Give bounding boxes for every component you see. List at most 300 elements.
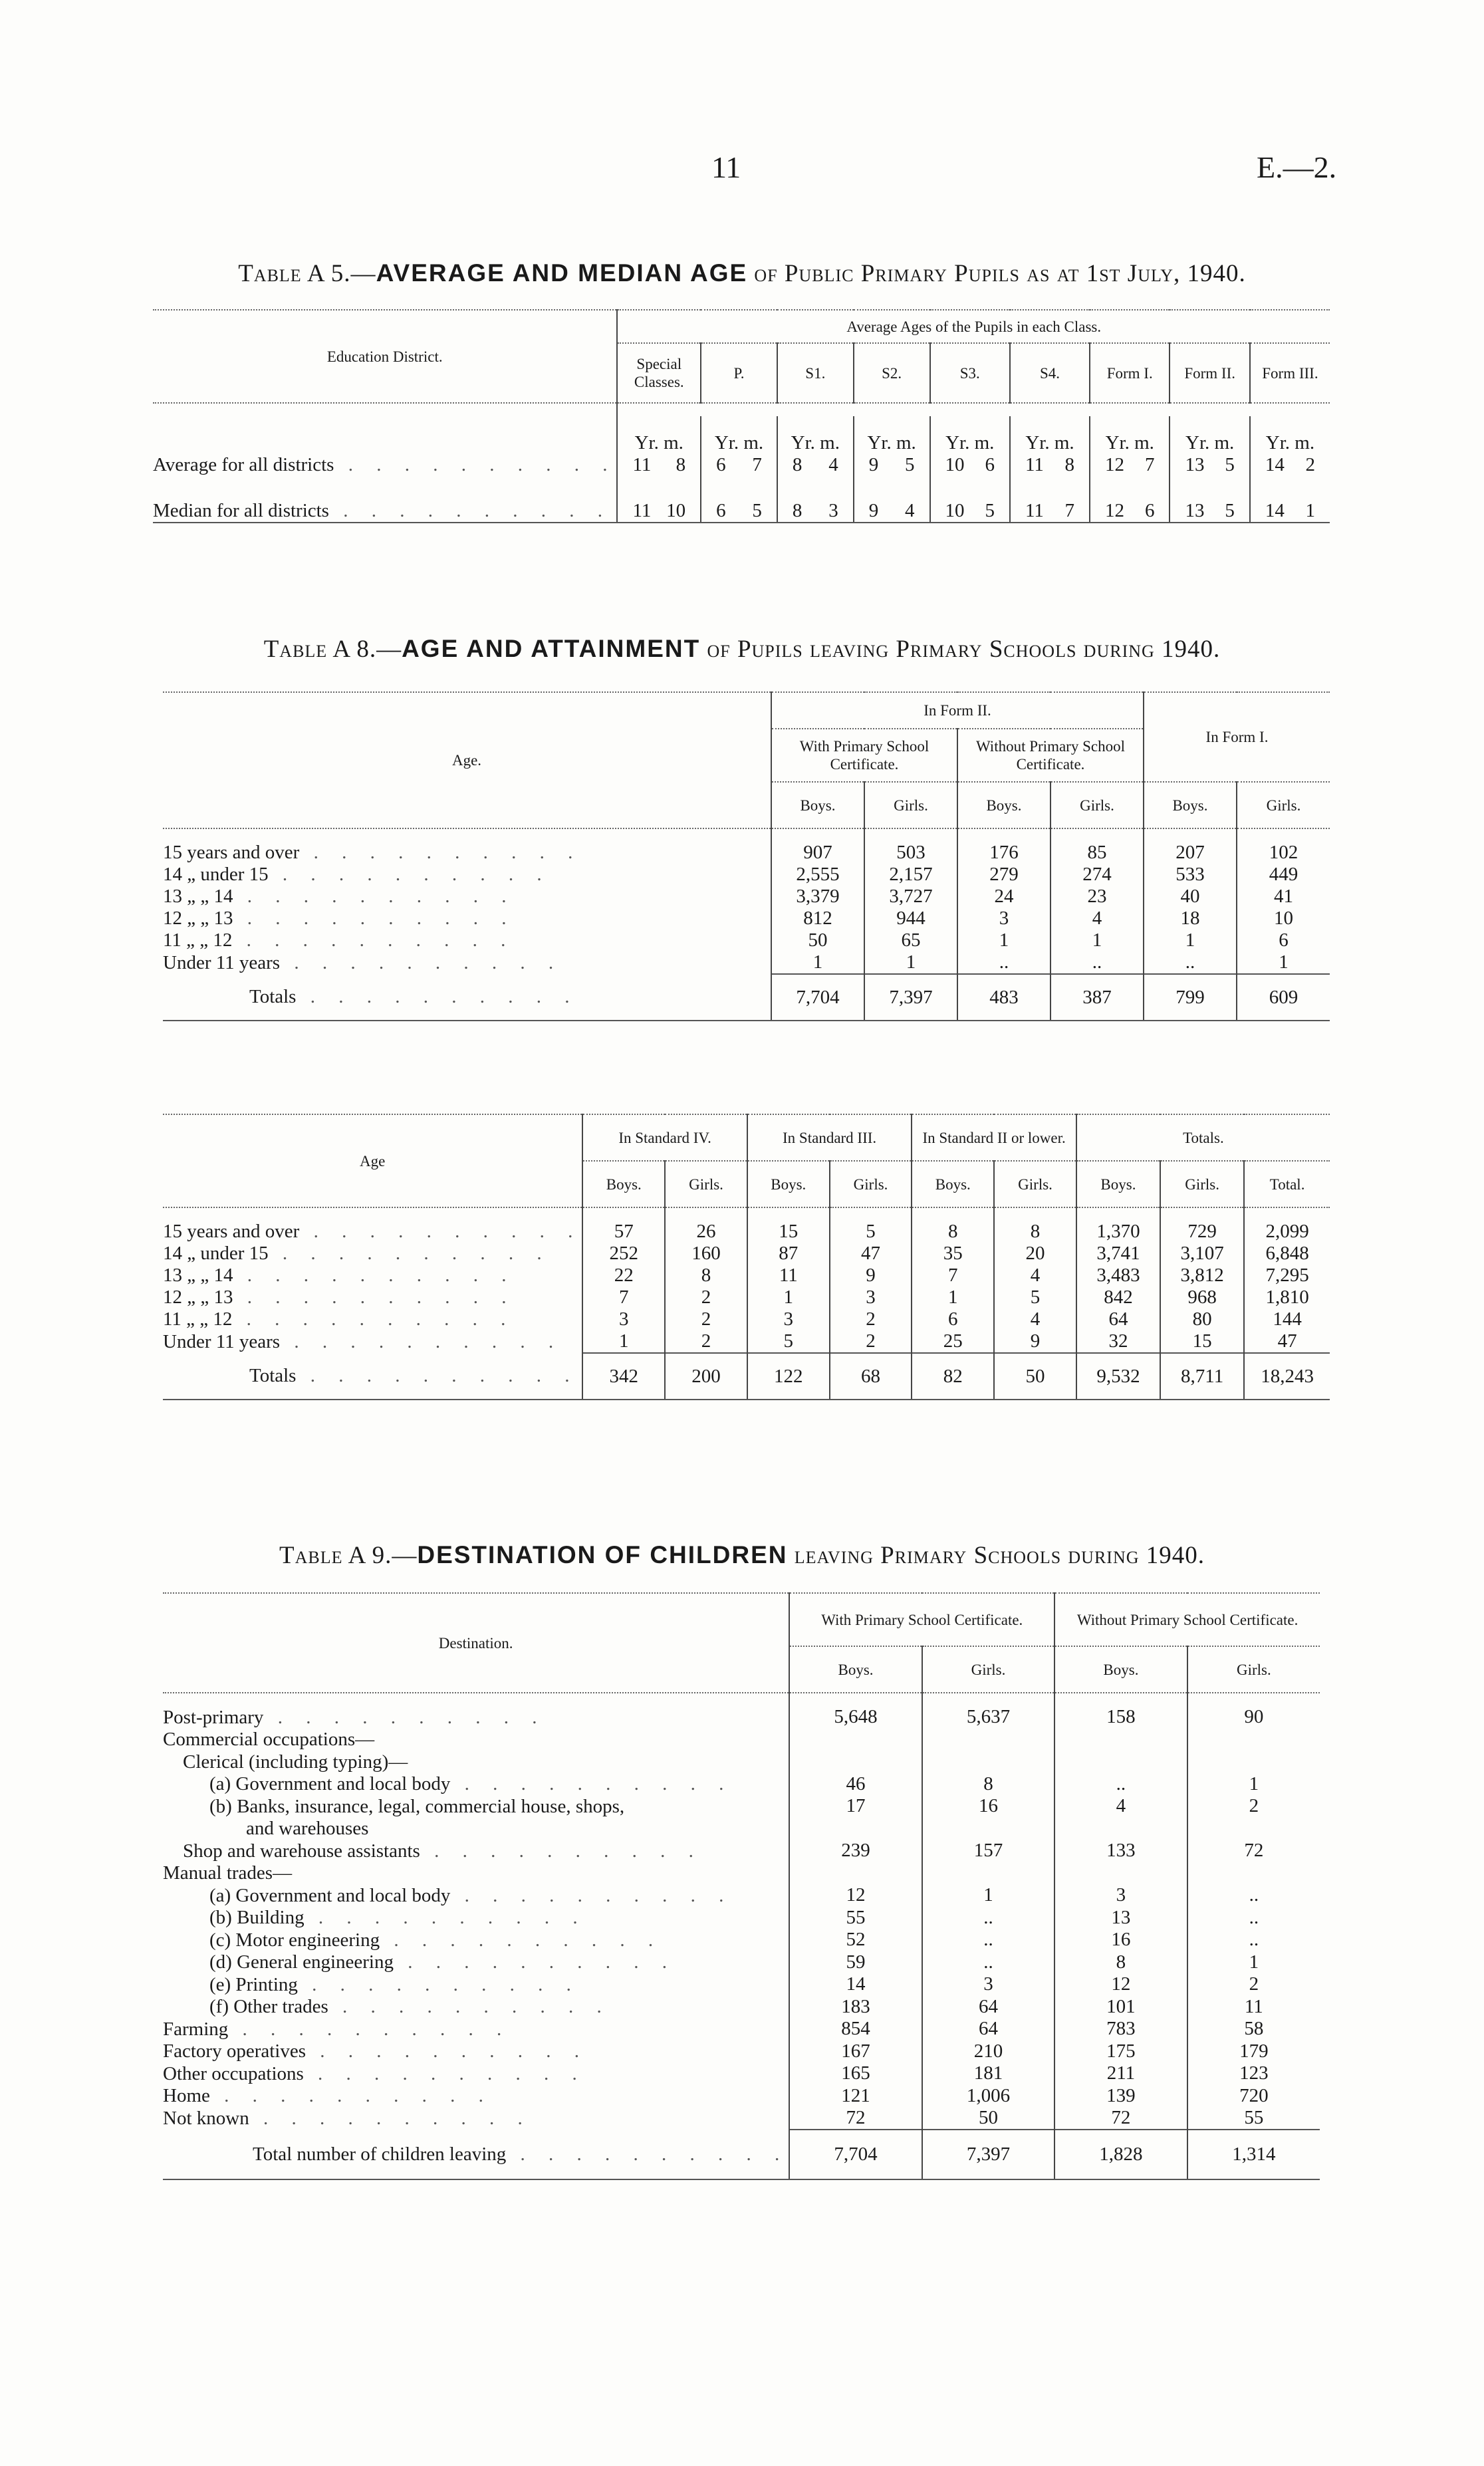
table-row <box>163 2085 1320 2108</box>
age-cell <box>930 476 1010 523</box>
leader-dots: . . . . . . . . . . <box>263 1706 547 1728</box>
value-cell: 8 <box>912 1221 994 1243</box>
value-cell: 2 <box>1249 1795 1259 1817</box>
age-value <box>854 500 929 522</box>
age-cell <box>701 416 777 476</box>
value-cell: 165 <box>789 2062 922 2085</box>
leader-dots: . . . . . . . . . . <box>268 1243 551 1264</box>
value-cell: 10 <box>1274 908 1293 929</box>
row-label-text: Under 11 years <box>163 951 281 973</box>
value-cell: 6 <box>1279 929 1289 951</box>
value-cell <box>1054 1729 1187 1751</box>
class-column-header: Form II. <box>1170 343 1249 403</box>
table-row <box>153 416 1330 476</box>
table-a8-title: Table A 8.—AGE AND ATTAINMENT of Pupils leaving Primary Schools during 1940. <box>263 635 1221 663</box>
months-value: 5 <box>1225 454 1235 475</box>
value-cell <box>1054 1818 1187 1840</box>
value-cell: 783 <box>1054 2018 1187 2040</box>
value-cell: 5,648 <box>789 1706 922 1729</box>
value-cell: 16 <box>1054 1929 1187 1951</box>
value-cell: 6,848 <box>1265 1243 1309 1264</box>
class-column-header: S3. <box>930 343 1010 403</box>
unit-label: Yr. m. <box>714 432 764 453</box>
value-cell: 47 <box>830 1243 912 1265</box>
age-value <box>701 454 777 476</box>
district-header: Education District. <box>153 310 617 403</box>
value-cell: 239 <box>789 1840 922 1862</box>
row-label-text: Farming <box>163 2018 229 2040</box>
age-value <box>1011 454 1089 476</box>
leader-dots: . . . . . . . . . . <box>228 2018 511 2040</box>
value-cell: 181 <box>922 2062 1054 2085</box>
row-label-text: 14 „ under 15 <box>163 864 269 885</box>
value-cell: 65 <box>864 929 957 951</box>
leader-dots: . . . . . . . . . . <box>393 1951 676 1973</box>
unit-label: Yr. m. <box>1025 432 1074 453</box>
row-label <box>163 1884 789 1907</box>
value-cell: 2,099 <box>1265 1221 1309 1242</box>
leader-dots: . . . . . . . . . . <box>334 454 617 475</box>
sub-column-header: Total. <box>1244 1161 1330 1207</box>
unit-label: Yr. m. <box>1265 432 1315 453</box>
value-cell: 157 <box>922 1840 1054 1862</box>
value-cell <box>789 1862 922 1885</box>
row-label <box>163 908 771 929</box>
value-cell: 16 <box>922 1795 1054 1818</box>
value-cell: 50 <box>922 2107 1054 2130</box>
row-label <box>163 1840 789 1862</box>
months-value: 10 <box>666 500 686 521</box>
row-label-text: 12 „ „ 13 <box>163 1287 233 1308</box>
row-label <box>163 1243 582 1265</box>
table-row <box>163 1330 1330 1353</box>
row-label-text: Not known <box>163 2108 249 2129</box>
value-cell: 139 <box>1054 2085 1187 2108</box>
months-value: 6 <box>1144 500 1155 521</box>
value-cell: 8 <box>994 1221 1076 1243</box>
unit-label: Yr. m. <box>634 432 683 453</box>
row-label-text: 13 „ „ 14 <box>163 1265 233 1286</box>
value-cell: 3 <box>922 1973 1054 1996</box>
table-row <box>163 1840 1320 1862</box>
age-value <box>1170 454 1249 476</box>
row-label-text: 13 „ „ 14 <box>163 886 233 907</box>
value-cell: 503 <box>864 842 957 864</box>
total-cell: 7,397 <box>922 2130 1054 2179</box>
row-label <box>163 1907 789 1929</box>
value-cell: 1 <box>957 929 1051 951</box>
age-cell <box>617 416 701 476</box>
document-id: E.—2. <box>1257 150 1337 184</box>
value-cell: 252 <box>582 1243 665 1265</box>
value-cell: 4 <box>1051 908 1144 929</box>
row-label-text: Median for all districts <box>153 500 329 521</box>
value-cell: 14 <box>789 1973 922 1996</box>
row-label <box>163 974 771 1021</box>
form2-header: In Form II. <box>771 692 1144 729</box>
value-cell <box>1187 1862 1320 1885</box>
table-a5 <box>153 309 1330 523</box>
leader-dots: . . . . . . . . . . <box>280 1330 563 1352</box>
class-column-header: Special Classes. <box>617 343 701 403</box>
row-label-text: (b) Building <box>209 1907 305 1929</box>
table-row <box>163 1951 1320 1974</box>
age-value <box>854 454 929 476</box>
age-cell <box>1010 416 1090 476</box>
unit-label: Yr. m. <box>1105 432 1154 453</box>
value-cell: 8 <box>922 1773 1054 1796</box>
years-value: 8 <box>792 500 803 521</box>
leader-dots: . . . . . . . . . . <box>450 1773 733 1795</box>
age-value <box>1090 500 1169 522</box>
value-cell: 5 <box>830 1221 912 1243</box>
table-row <box>163 2018 1320 2040</box>
totals-row <box>163 1353 1330 1400</box>
sub-column-header: Boys. <box>912 1161 994 1207</box>
value-cell: 101 <box>1054 1996 1187 2019</box>
table-row <box>163 842 1330 864</box>
value-cell: 1 <box>1144 929 1237 951</box>
value-cell: 1 <box>1249 1951 1259 1973</box>
value-cell: 15 <box>747 1221 830 1243</box>
value-cell: 57 <box>582 1221 665 1243</box>
total-cell: 200 <box>665 1353 747 1400</box>
row-label-text: Average for all districts <box>153 454 334 475</box>
value-cell: 1,006 <box>922 2085 1054 2108</box>
value-cell: 3,741 <box>1076 1243 1160 1265</box>
row-label <box>163 951 771 974</box>
row-label <box>163 1929 789 1951</box>
with-certificate-header: With Primary School Certificate. <box>771 729 957 782</box>
sub-column-header: Girls. <box>864 782 957 828</box>
row-label-text: (a) Government and local body <box>209 1773 451 1795</box>
value-cell: 15 <box>1160 1330 1244 1353</box>
value-cell: 13 <box>1054 1907 1187 1929</box>
value-cell: 1 <box>1249 1773 1259 1794</box>
age-cell <box>701 476 777 523</box>
value-cell: 5 <box>994 1287 1076 1308</box>
value-cell: 4 <box>1054 1795 1187 1818</box>
total-cell: 342 <box>582 1353 665 1400</box>
row-label <box>163 1996 789 2019</box>
value-cell: 64 <box>922 1996 1054 2019</box>
sub-column-header: Boys. <box>957 782 1051 828</box>
row-label <box>163 2018 789 2040</box>
age-cell <box>1090 416 1170 476</box>
total-cell: 8,711 <box>1160 1353 1244 1400</box>
table-a9 <box>163 1592 1320 2180</box>
table-row <box>163 2062 1320 2085</box>
value-cell: .. <box>957 951 1051 974</box>
leader-dots: . . . . . . . . . . <box>233 908 516 929</box>
table-row <box>163 1706 1320 1729</box>
years-value: 6 <box>716 500 726 521</box>
value-cell: 3,379 <box>771 886 864 908</box>
value-cell <box>1187 1818 1320 1840</box>
class-column-header: S2. <box>854 343 930 403</box>
row-label <box>163 864 771 886</box>
leader-dots: . . . . . . . . . . <box>328 1996 611 2018</box>
leader-dots: . . . . . . . . . . <box>209 2085 493 2107</box>
age-cell <box>777 476 854 523</box>
value-cell: 133 <box>1054 1840 1187 1862</box>
age-value <box>931 454 1009 476</box>
table-row <box>153 476 1330 523</box>
sub-column-header: Boys. <box>771 782 864 828</box>
age-cell <box>1250 476 1330 523</box>
table-row <box>163 1221 1330 1243</box>
row-label-text: 15 years and over <box>163 1221 300 1242</box>
years-value: 12 <box>1105 454 1124 475</box>
value-cell: 1 <box>1051 929 1144 951</box>
row-label <box>163 1221 582 1243</box>
table-a8-part1 <box>163 691 1330 1021</box>
value-cell: 8 <box>1054 1951 1187 1974</box>
row-label-text: Total number of children leaving <box>253 2143 507 2165</box>
value-cell: 55 <box>1244 2107 1264 2128</box>
value-cell: .. <box>1144 951 1237 974</box>
value-cell: 58 <box>1244 2018 1264 2040</box>
value-cell: 47 <box>1277 1330 1297 1352</box>
row-label-text: (d) General engineering <box>209 1951 394 1973</box>
value-cell: 102 <box>1269 842 1298 863</box>
months-value: 2 <box>1305 454 1315 475</box>
leader-dots: . . . . . . . . . . <box>232 929 515 951</box>
age-cell <box>1010 476 1090 523</box>
value-cell: 20 <box>994 1243 1076 1265</box>
leader-dots: . . . . . . . . . . <box>299 842 582 863</box>
value-cell: 4 <box>994 1308 1076 1330</box>
form1-header: In Form I. <box>1144 692 1330 782</box>
table-row <box>163 886 1330 908</box>
value-cell: 17 <box>789 1795 922 1818</box>
row-label <box>163 2107 789 2130</box>
months-value: 5 <box>1225 500 1235 521</box>
value-cell: 1 <box>747 1287 830 1308</box>
value-cell: 533 <box>1144 864 1237 886</box>
unit-label: Yr. m. <box>867 432 916 453</box>
value-cell: 449 <box>1269 864 1298 885</box>
class-group-header: Average Ages of the Pupils in each Class. <box>617 310 1330 343</box>
months-value: 8 <box>676 454 686 475</box>
value-cell <box>922 1818 1054 1840</box>
value-cell: 23 <box>1051 886 1144 908</box>
years-value: 10 <box>945 500 965 521</box>
value-cell <box>922 1862 1054 1885</box>
row-label <box>163 1330 582 1353</box>
row-label-text: and warehouses <box>246 1818 369 1840</box>
table-row <box>163 951 1330 974</box>
row-label <box>163 1751 789 1773</box>
value-cell: 3,483 <box>1076 1265 1160 1287</box>
sub-column-header: Boys. <box>582 1161 665 1207</box>
value-cell: 176 <box>957 842 1051 864</box>
sub-column-header: Girls. <box>1051 782 1144 828</box>
table-row <box>163 1929 1320 1951</box>
value-cell <box>1187 1729 1320 1751</box>
value-cell: 1,370 <box>1076 1221 1160 1243</box>
sub-column-header: Boys. <box>1054 1646 1187 1693</box>
sub-column-header: Girls. <box>1237 782 1330 828</box>
value-cell: 11 <box>747 1265 830 1287</box>
total-cell: 7,704 <box>789 2130 922 2179</box>
value-cell <box>1054 1862 1187 1885</box>
age-value <box>778 454 853 476</box>
row-label <box>163 1353 582 1400</box>
table-row <box>163 1729 1320 1751</box>
value-cell <box>789 1818 922 1840</box>
sub-column-header: Girls. <box>1160 1161 1244 1207</box>
leader-dots: . . . . . . . . . . <box>233 1265 516 1286</box>
sub-column-header: Girls. <box>994 1161 1076 1207</box>
row-label <box>163 1862 789 1885</box>
value-cell: .. <box>1249 1929 1259 1951</box>
leader-dots: . . . . . . . . . . <box>232 1308 515 1330</box>
value-cell <box>922 1729 1054 1751</box>
row-label-text: Home <box>163 2085 210 2107</box>
value-cell: 2 <box>830 1330 912 1353</box>
leader-dots: . . . . . . . . . . <box>233 1287 516 1308</box>
total-cell: 1,314 <box>1187 2130 1320 2179</box>
value-cell: 55 <box>789 1907 922 1929</box>
years-value: 13 <box>1185 454 1205 475</box>
sub-column-header: Boys. <box>1076 1161 1160 1207</box>
row-label-text: (e) Printing <box>209 1973 298 1995</box>
value-cell: 2,555 <box>771 864 864 886</box>
value-cell: 1 <box>912 1287 994 1308</box>
total-cell: 50 <box>994 1353 1076 1400</box>
class-column-header: Form III. <box>1250 343 1330 403</box>
value-cell: 2 <box>1249 1973 1259 1995</box>
row-label <box>163 1973 789 1996</box>
row-label <box>163 1818 789 1840</box>
months-value: 7 <box>1064 500 1074 521</box>
destination-header: Destination. <box>163 1593 789 1693</box>
table-row <box>163 1243 1330 1265</box>
years-value: 11 <box>632 500 652 521</box>
value-cell: 123 <box>1239 2062 1269 2084</box>
value-cell: 207 <box>1144 842 1237 864</box>
years-value: 9 <box>868 454 879 475</box>
table-row <box>163 1751 1320 1773</box>
row-label <box>163 1706 789 1729</box>
value-cell <box>922 1751 1054 1773</box>
value-cell: 144 <box>1273 1308 1302 1330</box>
value-cell: 41 <box>1274 886 1293 907</box>
age-cell <box>930 416 1010 476</box>
sub-column-header: Girls. <box>922 1646 1054 1693</box>
value-cell: 72 <box>1244 1840 1264 1862</box>
value-cell: 2 <box>665 1308 747 1330</box>
months-value: 5 <box>905 454 915 475</box>
value-cell: 179 <box>1239 2040 1269 2062</box>
value-cell: 12 <box>1054 1973 1187 1996</box>
standard2-header: In Standard II or lower. <box>912 1114 1076 1161</box>
sub-column-header: Boys. <box>1144 782 1237 828</box>
age-cell <box>1090 476 1170 523</box>
value-cell: 32 <box>1076 1330 1160 1353</box>
value-cell: 3,812 <box>1160 1265 1244 1287</box>
value-cell: 167 <box>789 2040 922 2063</box>
value-cell: 2 <box>830 1308 912 1330</box>
unit-label: Yr. m. <box>1185 432 1235 453</box>
years-value: 12 <box>1105 500 1124 521</box>
value-cell: 46 <box>789 1773 922 1796</box>
table-row <box>163 1818 1320 1840</box>
value-cell: 2 <box>665 1330 747 1353</box>
totals-row <box>163 974 1330 1021</box>
leader-dots: . . . . . . . . . . <box>233 886 516 907</box>
age-value <box>1170 500 1249 522</box>
table-row <box>163 1996 1320 2019</box>
value-cell: 2,157 <box>864 864 957 886</box>
sub-column-header: Girls. <box>665 1161 747 1207</box>
value-cell: 1 <box>864 951 957 974</box>
table-row <box>163 864 1330 886</box>
value-cell: 72 <box>789 2107 922 2130</box>
value-cell <box>1187 1751 1320 1773</box>
total-cell: 7,397 <box>864 974 957 1021</box>
value-cell: 1 <box>582 1330 665 1353</box>
years-value: 14 <box>1265 454 1285 475</box>
row-label <box>163 1308 582 1330</box>
value-cell: 158 <box>1054 1706 1187 1729</box>
value-cell: 183 <box>789 1996 922 2019</box>
value-cell: 121 <box>789 2085 922 2108</box>
table-row <box>163 1287 1330 1308</box>
row-label-text: 11 „ „ 12 <box>163 1308 233 1330</box>
table-a5-title: Table A 5.—AVERAGE AND MEDIAN AGE of Public Primary Pupils as at 1st July, 1940. <box>238 259 1246 287</box>
value-cell: 35 <box>912 1243 994 1265</box>
months-value: 1 <box>1305 500 1315 521</box>
value-cell: 9 <box>994 1330 1076 1353</box>
table-row <box>163 1265 1330 1287</box>
age-value <box>618 500 700 522</box>
value-cell: 907 <box>771 842 864 864</box>
total-cell: 799 <box>1144 974 1237 1021</box>
row-label-text: Under 11 years <box>163 1330 281 1352</box>
value-cell: 11 <box>1244 1995 1263 2017</box>
value-cell: 64 <box>1076 1308 1160 1330</box>
total-cell: 122 <box>747 1353 830 1400</box>
value-cell: .. <box>1054 1773 1187 1796</box>
age-cell <box>1250 416 1330 476</box>
value-cell: 5 <box>747 1330 830 1353</box>
row-label <box>153 476 617 523</box>
without-certificate-header: Without Primary School Certificate. <box>957 729 1144 782</box>
table-row <box>163 1973 1320 1996</box>
years-value: 8 <box>792 454 803 475</box>
row-label <box>163 886 771 908</box>
row-label <box>163 842 771 864</box>
value-cell: 59 <box>789 1951 922 1974</box>
row-label <box>153 416 617 476</box>
leader-dots: . . . . . . . . . . <box>450 1884 733 1906</box>
value-cell: 175 <box>1054 2040 1187 2063</box>
row-label-text: (b) Banks, insurance, legal, commercial house, shops, <box>209 1795 625 1817</box>
value-cell: 274 <box>1051 864 1144 886</box>
row-label-text: Totals <box>249 986 297 1007</box>
value-cell: 85 <box>1051 842 1144 864</box>
value-cell: .. <box>1051 951 1144 974</box>
value-cell: 64 <box>922 2018 1054 2040</box>
value-cell: 24 <box>957 886 1051 908</box>
value-cell: 729 <box>1160 1221 1244 1243</box>
total-cell: 9,532 <box>1076 1353 1160 1400</box>
row-label-text: (a) Government and local body <box>209 1884 451 1906</box>
age-value <box>1251 500 1330 522</box>
leader-dots: . . . . . . . . . . <box>328 500 612 521</box>
